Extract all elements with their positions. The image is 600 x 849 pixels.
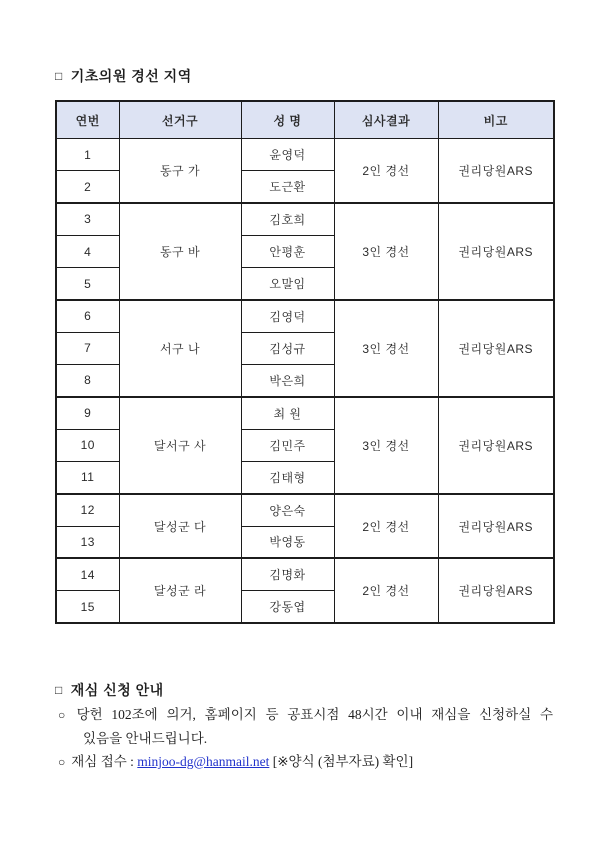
cell-no: 12 <box>56 494 119 526</box>
cell-note: 권리당원ARS <box>438 397 554 494</box>
cell-name: 도근환 <box>241 171 334 203</box>
table-row <box>56 300 554 332</box>
table-row <box>56 494 554 526</box>
contact-suffix: [※양식 (첨부자료) 확인] <box>269 754 414 769</box>
section-title-text: 재심 신청 안내 <box>70 682 164 698</box>
cell-note: 권리당원ARS <box>438 558 554 623</box>
section-title-retrial-notice <box>55 680 164 700</box>
col-header-name: 성 명 <box>241 101 334 139</box>
cell-name: 김민주 <box>241 429 334 461</box>
cell-district: 달성군 라 <box>119 558 241 623</box>
cell-name: 김성규 <box>241 332 334 364</box>
cell-district: 동구 바 <box>119 203 241 300</box>
table-row <box>56 558 554 590</box>
cell-no: 8 <box>56 365 119 397</box>
cell-result: 3인 경선 <box>334 397 438 494</box>
cell-no: 2 <box>56 171 119 203</box>
col-header-result: 심사결과 <box>334 101 438 139</box>
cell-no: 3 <box>56 203 119 235</box>
cell-note: 권리당원ARS <box>438 494 554 559</box>
cell-district: 서구 나 <box>119 300 241 397</box>
cell-no: 4 <box>56 235 119 267</box>
cell-name: 김호희 <box>241 203 334 235</box>
cell-name: 김태형 <box>241 461 334 493</box>
cell-no: 11 <box>56 461 119 493</box>
cell-no: 9 <box>56 397 119 429</box>
cell-note: 권리당원ARS <box>438 203 554 300</box>
cell-name: 박영동 <box>241 526 334 558</box>
cell-name: 박은희 <box>241 365 334 397</box>
notice-paragraph-line1 <box>58 703 553 723</box>
square-bullet-icon: □ <box>55 69 63 83</box>
cell-name: 양은숙 <box>241 494 334 526</box>
cell-result: 2인 경선 <box>334 494 438 559</box>
notice-text-line1: 당헌 102조에 의거, 홈페이지 등 공표시점 48시간 이내 재심을 신청하실 수 <box>76 707 553 722</box>
retrial-email-link[interactable]: minjoo-dg@hanmail.net <box>137 754 270 769</box>
col-header-district: 선거구 <box>119 101 241 139</box>
col-header-note: 비고 <box>438 101 554 139</box>
notice-paragraph-line2 <box>83 727 207 747</box>
cell-no: 5 <box>56 268 119 300</box>
candidate-table <box>55 100 555 624</box>
cell-no: 6 <box>56 300 119 332</box>
square-bullet-icon: □ <box>55 683 63 697</box>
cell-result: 3인 경선 <box>334 203 438 300</box>
circle-bullet-icon: ○ <box>58 708 71 722</box>
contact-label: 재심 접수 : <box>71 754 138 769</box>
cell-name: 안평훈 <box>241 235 334 267</box>
table-row <box>56 139 554 171</box>
cell-name: 오말임 <box>241 268 334 300</box>
cell-no: 1 <box>56 139 119 171</box>
table-row <box>56 203 554 235</box>
section-title-primary-region <box>55 66 192 86</box>
cell-district: 달서구 사 <box>119 397 241 494</box>
cell-district: 동구 가 <box>119 139 241 204</box>
notice-text-line2: 있음을 안내드립니다. <box>83 731 208 746</box>
section-title-text: 기초의원 경선 지역 <box>70 68 192 84</box>
col-header-no: 연번 <box>56 101 119 139</box>
cell-name: 최 원 <box>241 397 334 429</box>
cell-note: 권리당원ARS <box>438 300 554 397</box>
cell-name: 김영덕 <box>241 300 334 332</box>
cell-note: 권리당원ARS <box>438 139 554 204</box>
cell-no: 15 <box>56 591 119 623</box>
cell-no: 7 <box>56 332 119 364</box>
cell-name: 윤영덕 <box>241 139 334 171</box>
cell-no: 10 <box>56 429 119 461</box>
notice-contact-line <box>58 750 413 770</box>
cell-district: 달성군 다 <box>119 494 241 559</box>
cell-result: 2인 경선 <box>334 139 438 204</box>
cell-result: 3인 경선 <box>334 300 438 397</box>
cell-name: 김명화 <box>241 558 334 590</box>
table-header-row <box>56 101 554 139</box>
cell-no: 13 <box>56 526 119 558</box>
table-row <box>56 397 554 429</box>
circle-bullet-icon: ○ <box>58 755 66 769</box>
cell-result: 2인 경선 <box>334 558 438 623</box>
cell-no: 14 <box>56 558 119 590</box>
cell-name: 강동엽 <box>241 591 334 623</box>
